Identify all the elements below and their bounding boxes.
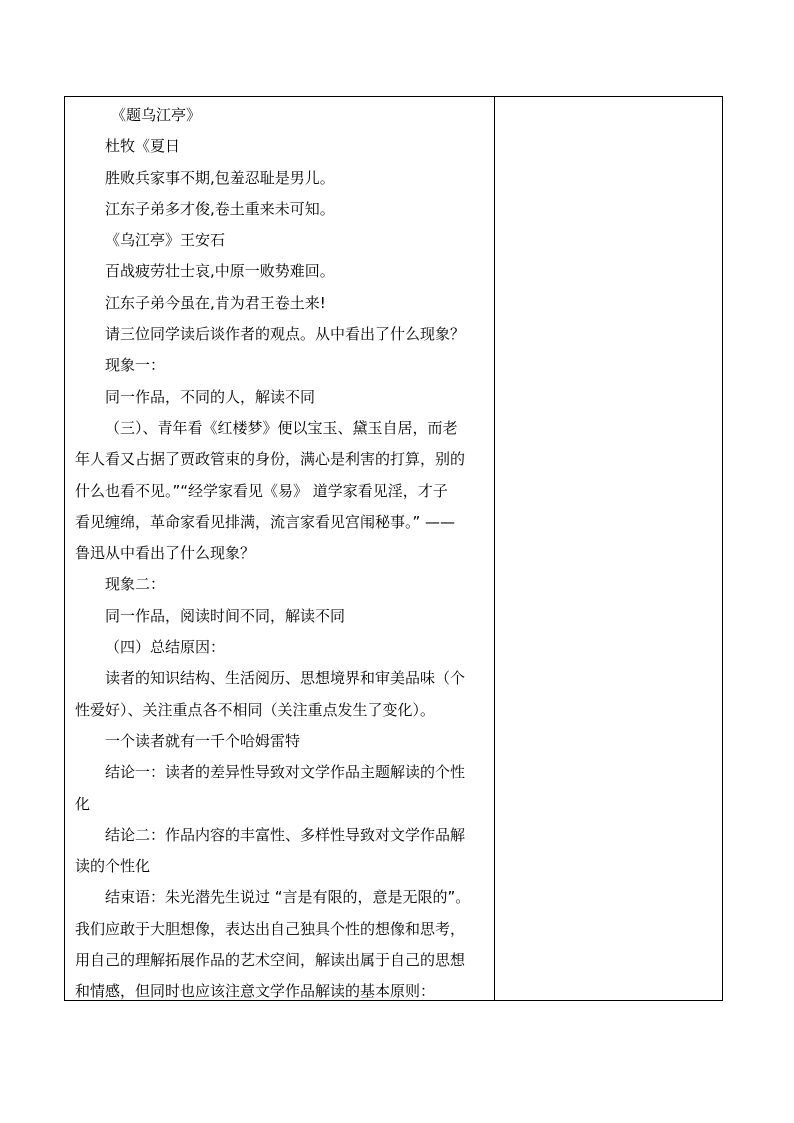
closing-remarks: 用自己的理解拓展作品的艺术空间，解读出属于自己的思想 xyxy=(75,951,466,970)
section-four-heading: （四）总结原因： xyxy=(105,638,226,657)
closing-remarks: 和情感，但同时也应该注意文学作品解读的基本原则： xyxy=(75,982,436,1001)
notes-cell xyxy=(495,97,722,1000)
conclusion-one: 结论一：读者的差异性导致对文学作品主题解读的个性 xyxy=(105,763,466,782)
closing-remarks: 结束语：朱光潜先生说过 “言是有限的，意是无限的”。 xyxy=(105,888,471,907)
section-three-paragraph: （三）、青年看《红楼梦》便以宝玉、黛玉自居，而老 xyxy=(105,418,458,437)
content-table xyxy=(64,96,723,1001)
reason-paragraph: 读者的知识结构、生活阅历、思想境界和审美品味（个 xyxy=(105,669,466,688)
section-three-paragraph: 年人看又占据了贾政管束的身份，满心是利害的打算，别的 xyxy=(75,450,466,469)
lesson-text-cell xyxy=(65,97,494,1000)
poem-title-wujiang-ting: 《题乌江亭》 xyxy=(111,106,202,124)
conclusion-one: 化 xyxy=(75,794,91,813)
poem-author-du-mu: 杜牧《夏日 xyxy=(105,137,181,156)
phenomenon-one-text: 同一作品，不同的人，解读不同 xyxy=(105,387,316,406)
phenomenon-two-heading: 现象二： xyxy=(105,575,166,594)
poem-line: 江东子弟今虽在,肯为君王卷土来! xyxy=(105,293,326,312)
section-three-paragraph: 看见缠绵，革命家看见排满，流言家看见宫闱秘事。” —— xyxy=(75,512,456,531)
phenomenon-one-heading: 现象一： xyxy=(105,356,166,375)
poem-line: 百战疲劳壮士哀,中原一败势难回。 xyxy=(105,262,335,281)
hamlet-saying: 一个读者就有一千个哈姆雷特 xyxy=(105,731,301,750)
poem-title-wang-anshi: 《乌江亭》王安石 xyxy=(105,231,226,250)
conclusion-two: 结论二：作品内容的丰富性、多样性导致对文学作品解 xyxy=(105,825,466,844)
reason-paragraph: 性爱好）、关注重点各不相同（关注重点发生了变化）。 xyxy=(75,700,436,719)
section-three-paragraph: 什么也看不见。”“经学家看见《易》 道学家看见淫，才子 xyxy=(75,481,448,500)
poem-line: 江东子弟多才俊,卷土重来未可知。 xyxy=(105,199,335,218)
conclusion-two: 读的个性化 xyxy=(75,857,151,876)
discussion-prompt: 请三位同学读后谈作者的观点。从中看出了什么现象？ xyxy=(105,325,466,344)
section-three-paragraph: 鲁迅从中看出了什么现象？ xyxy=(75,544,256,563)
phenomenon-two-text: 同一作品，阅读时间不同，解读不同 xyxy=(105,606,346,625)
closing-remarks: 我们应敢于大胆想像，表达出自己独具个性的想像和思考， xyxy=(75,919,466,938)
poem-line: 胜败兵家事不期,包羞忍耻是男儿。 xyxy=(105,168,335,187)
